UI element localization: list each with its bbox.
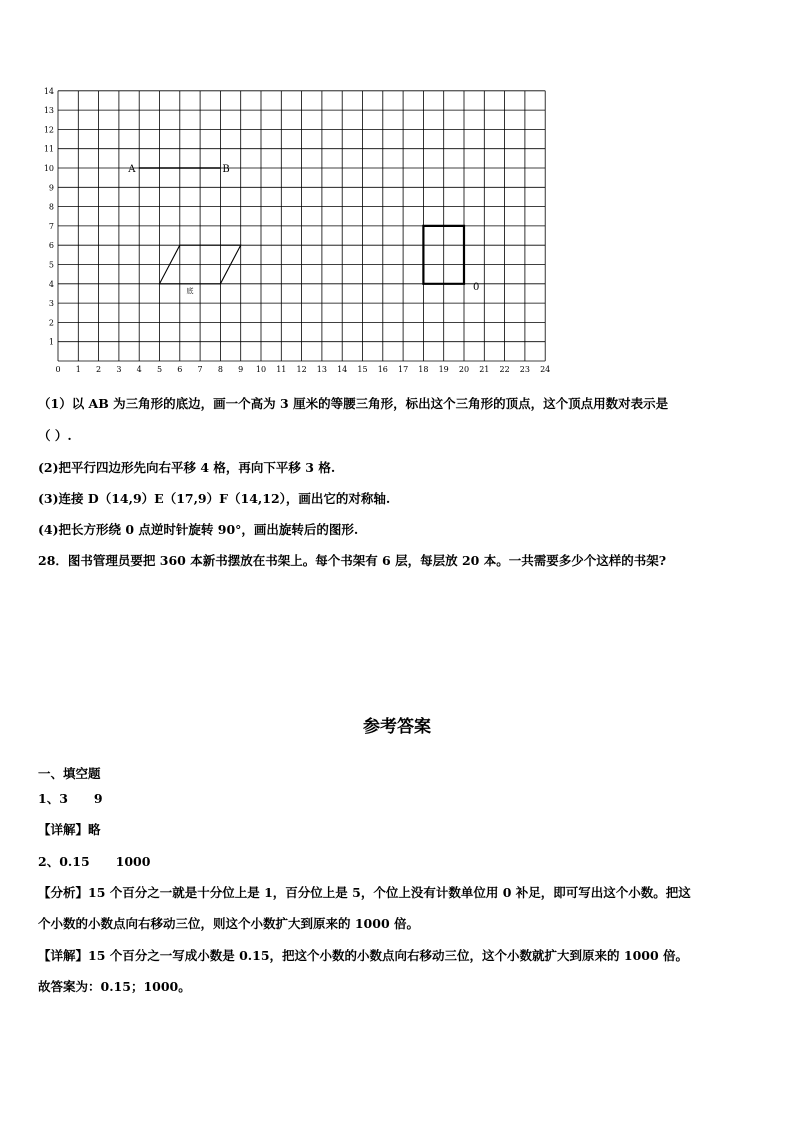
rectangle-point-label: 0 [473, 281, 480, 293]
label-a: A [128, 164, 136, 175]
x-tick-label: 21 [479, 365, 490, 374]
x-tick-label: 9 [238, 365, 244, 374]
question-28: 28．图书管理员要把 360 本新书摆放在书架上。每个书架有 6 层，每层放 20 本。一共需要多少个这样的书架? [38, 553, 667, 568]
x-tick-label: 14 [337, 365, 348, 374]
y-tick-label: 6 [48, 241, 54, 251]
y-tick-label: 11 [43, 144, 54, 154]
x-tick-label: 8 [217, 365, 223, 374]
coordinate-grid-figure [30, 84, 560, 374]
x-tick-label: 18 [418, 365, 429, 374]
x-tick-label: 5 [156, 365, 163, 374]
y-tick-label: 1 [48, 337, 54, 347]
x-tick-label: 3 [116, 365, 122, 374]
x-tick-label: 17 [398, 365, 409, 374]
answer-1-first: 1、3 [38, 791, 68, 806]
y-tick-label: 13 [43, 106, 54, 116]
x-tick-label: 20 [458, 365, 470, 374]
question-1-line-1: （1）以 AB 为三角形的底边，画一个高为 3 厘米的等腰三角形，标出这个三角形的顶点，这个顶点用数对表示是 [38, 396, 669, 411]
x-tick-label: 4 [136, 365, 142, 374]
y-tick-label: 14 [43, 86, 54, 96]
x-tick-label: 2 [96, 365, 102, 374]
answer-1-detail: 【详解】略 [38, 822, 101, 837]
y-tick-label: 12 [43, 125, 54, 135]
answer-2-second: 1000 [115, 854, 151, 869]
x-tick-label: 22 [499, 365, 510, 374]
x-tick-label: 24 [540, 365, 551, 374]
answer-2-final: 故答案为：0.15；1000。 [38, 979, 191, 994]
question-2: (2)把平行四边形先向右平移 4 格，再向下平移 3 格. [38, 460, 336, 475]
answer-2-first: 2、0.15 [38, 854, 90, 869]
x-tick-label: 7 [197, 365, 203, 374]
x-tick-label: 15 [357, 365, 368, 374]
answer-1-second: 9 [93, 791, 103, 806]
answer-2-analysis-line-2: 个小数的小数点向右移动三位，则这个小数扩大到原来的 1000 倍。 [38, 916, 419, 931]
x-tick-label: 0 [55, 365, 61, 374]
y-tick-label: 9 [48, 183, 54, 193]
answer-2-analysis-line-1: 【分析】15 个百分之一就是十分位上是 1，百分位上是 5，个位上没有计数单位用 0 补足，即可写出这个小数。把这 [38, 885, 691, 900]
label-b: B [222, 164, 230, 175]
x-tick-label: 19 [438, 365, 449, 374]
y-tick-label: 8 [48, 202, 54, 212]
question-3: (3)连接 D（14,9）E（17,9）F（14,12），画出它的对称轴. [38, 491, 391, 506]
x-tick-label: 11 [276, 365, 287, 374]
x-tick-label: 10 [255, 365, 267, 374]
question-4: (4)把长方形绕 0 点逆时针旋转 90°，画出旋转后的图形. [38, 522, 359, 537]
answers-title: 参考答案 [363, 717, 431, 737]
x-tick-label: 12 [296, 365, 307, 374]
answer-2-detail: 【详解】15 个百分之一写成小数是 0.15，把这个小数的小数点向右移动三位，这个小数就扩大到原来的 1000 倍。 [38, 948, 689, 963]
y-tick-label: 7 [48, 221, 54, 231]
x-tick-label: 23 [519, 365, 530, 374]
answer-2 [38, 854, 150, 870]
y-tick-label: 5 [48, 260, 54, 270]
y-tick-label: 2 [48, 318, 54, 328]
answers-section-heading: 一、填空题 [38, 766, 101, 781]
y-tick-label: 3 [48, 299, 54, 309]
parallelogram-base-label: 底 [186, 286, 194, 295]
question-1-line-2: （ ）. [38, 428, 72, 443]
x-tick-label: 1 [75, 365, 81, 374]
answer-1 [38, 791, 103, 807]
y-tick-label: 4 [48, 279, 54, 289]
x-tick-label: 6 [177, 365, 183, 374]
x-tick-label: 16 [377, 365, 388, 374]
y-tick-label: 10 [43, 164, 54, 173]
x-tick-label: 13 [316, 365, 327, 374]
